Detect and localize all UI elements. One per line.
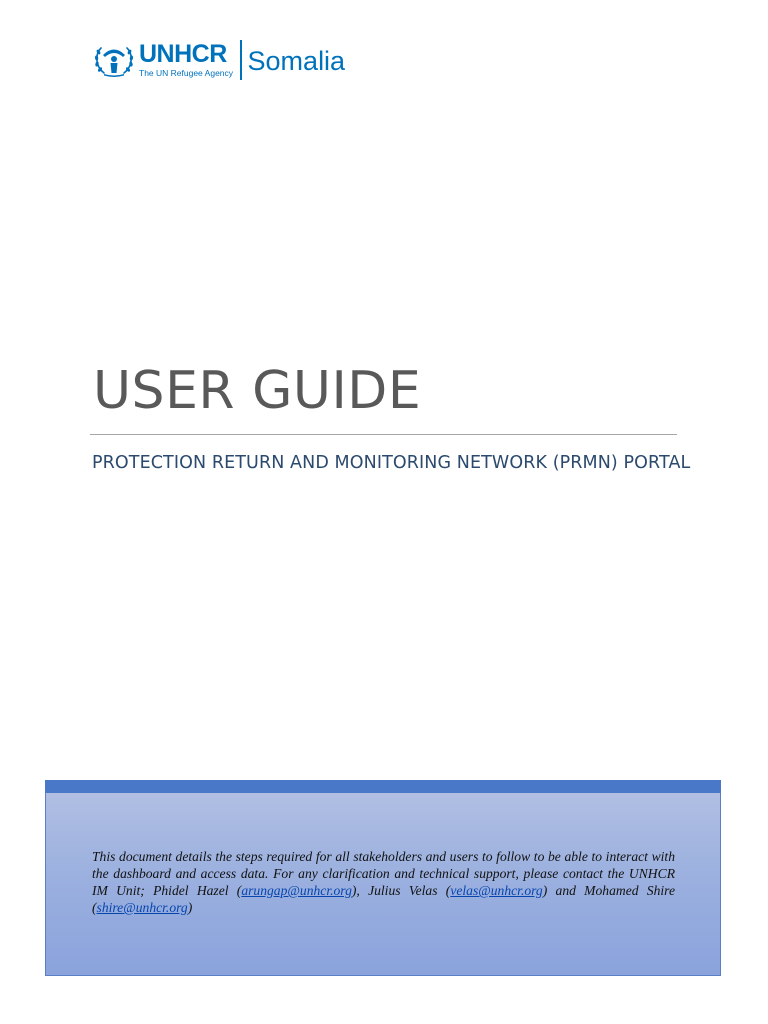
email-link-arungap[interactable]: arungap@unhcr.org [241,883,352,898]
summary-box-header-bar [45,780,721,793]
logo-brand: UNHCR [139,40,227,68]
summary-text-part-1: This document details the steps required for all stakeholders and users to follow to be able to interact with the dashboard and access data. For any clarification and technical support, please contact the UNHCR IM Unit; Phidel Hazel ( [92,849,675,898]
logo-region: Somalia [247,46,346,76]
logo-wordmark [139,40,233,80]
summary-text-part-3: ) and Mohamed Shire ( [92,883,675,915]
logo-tagline: The UN Refugee Agency [139,68,234,78]
summary-text [92,848,675,916]
unhcr-emblem-icon [92,42,136,78]
document-title: USER GUIDE [93,361,422,421]
summary-box [45,780,721,976]
unhcr-somalia-logo [92,38,345,82]
summary-text-part-2: ), Julius Velas ( [351,883,451,898]
document-subtitle: PROTECTION RETURN AND MONITORING NETWORK (PRMN) PORTAL [92,453,691,473]
title-divider [90,434,677,435]
summary-text-part-4: ) [187,900,193,915]
email-link-velas[interactable]: velas@unhcr.org [450,883,543,898]
email-link-shire[interactable]: shire@unhcr.org [96,900,188,915]
logo-divider [240,40,242,80]
